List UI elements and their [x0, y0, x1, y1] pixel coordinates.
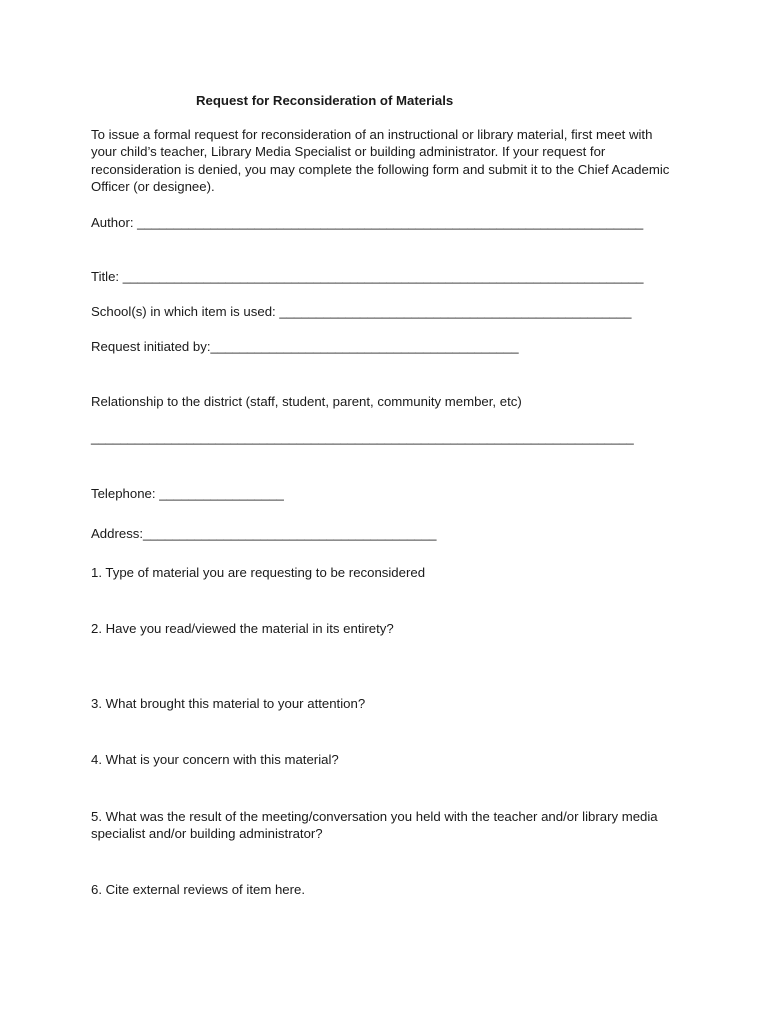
question-5: 5. What was the result of the meeting/conversation you held with the teacher and/or library media [91, 809, 658, 824]
intro-line: To issue a formal request for reconsideration of an instructional or library material, first meet with [91, 127, 653, 142]
address-field[interactable]: Address:________________________________________ [91, 526, 437, 541]
relationship-label: Relationship to the district (staff, student, parent, community member, etc) [91, 394, 522, 409]
question-2: 2. Have you read/viewed the material in its entirety? [91, 621, 394, 636]
author-field[interactable]: Author: _____________________________________________________________________ [91, 215, 644, 230]
page-title: Request for Reconsideration of Materials [196, 93, 454, 108]
telephone-field[interactable]: Telephone: _________________ [91, 486, 284, 501]
intro-line: reconsideration is denied, you may complete the following form and submit it to the Chief Academic [91, 161, 670, 177]
question-6: 6. Cite external reviews of item here. [91, 882, 306, 897]
intro-line: your child’s teacher, Library Media Specialist or building administrator. If your request for [91, 144, 606, 160]
question-1: 1. Type of material you are requesting to be reconsidered [91, 565, 426, 580]
request-initiated-field[interactable]: Request initiated by:__________________________________________ [91, 339, 519, 354]
relationship-field[interactable]: __________________________________________________________________________ [91, 430, 634, 445]
question-5-continued: specialist and/or building administrator? [91, 826, 323, 841]
title-field[interactable]: Title: _______________________________________________________________________ [91, 269, 644, 284]
schools-field[interactable]: School(s) in which item is used: ________________________________________________ [91, 304, 632, 319]
intro-paragraph [91, 126, 691, 195]
intro-line: Officer (or designee). [91, 178, 215, 194]
question-3: 3. What brought this material to your attention? [91, 696, 366, 711]
question-4: 4. What is your concern with this material? [91, 752, 339, 767]
